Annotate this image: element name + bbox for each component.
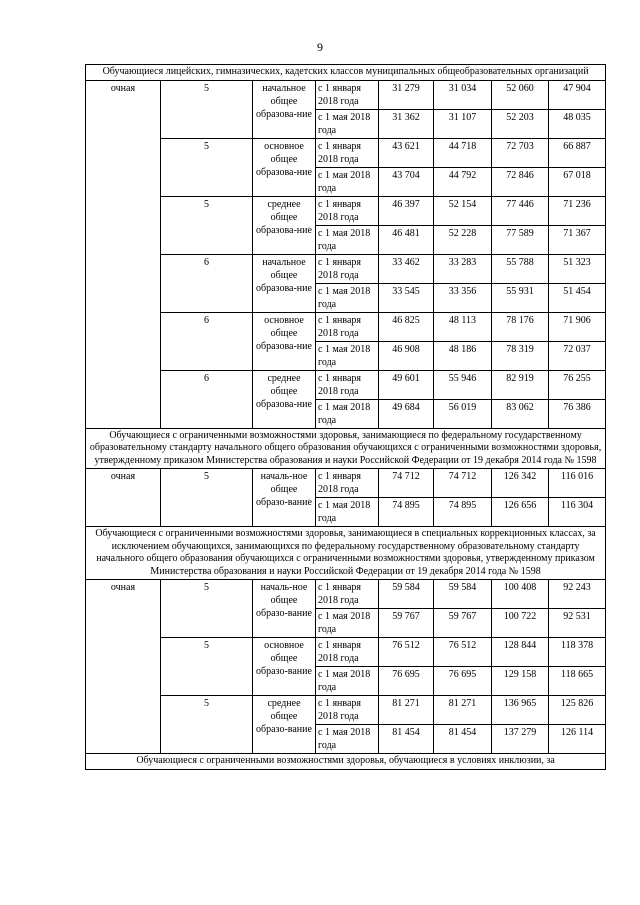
section-header-row [86, 65, 606, 81]
value-cell: 43 621 [379, 138, 434, 167]
value-cell: 46 825 [379, 312, 434, 341]
value-cell: 59 767 [434, 609, 492, 638]
value-cell: 46 481 [379, 225, 434, 254]
value-cell: 74 712 [379, 469, 434, 498]
section-header: Обучающиеся с ограниченными возможностями здоровья, занимающиеся по федеральному государственному образовательному стандарту начального общего образования обучающихся с ограниченными возможностями здоровья, утвержденному приказом Министерства образования и науки Российской Федерации от 19 декабря 2014 года № 1598 [86, 428, 606, 469]
form-cell: очная [86, 80, 161, 428]
period-cell: с 1 января 2018 года [316, 196, 379, 225]
level-cell: среднее общее образова-ние [253, 370, 316, 428]
period-cell: с 1 мая 2018 года [316, 667, 379, 696]
term-cell: 5 [161, 138, 253, 196]
value-cell: 33 462 [379, 254, 434, 283]
term-cell: 5 [161, 580, 253, 638]
value-cell: 46 397 [379, 196, 434, 225]
level-cell: началь-ное общее образо-вание [253, 469, 316, 527]
term-cell: 5 [161, 196, 253, 254]
table-row [86, 196, 606, 225]
value-cell: 137 279 [492, 725, 549, 754]
value-cell: 71 906 [549, 312, 606, 341]
value-cell: 52 228 [434, 225, 492, 254]
level-cell: начальное общее образова-ние [253, 254, 316, 312]
value-cell: 126 342 [492, 469, 549, 498]
value-cell: 81 454 [434, 725, 492, 754]
value-cell: 55 788 [492, 254, 549, 283]
value-cell: 67 018 [549, 167, 606, 196]
table-row [86, 254, 606, 283]
value-cell: 44 792 [434, 167, 492, 196]
value-cell: 59 584 [379, 580, 434, 609]
value-cell: 72 703 [492, 138, 549, 167]
value-cell: 76 386 [549, 399, 606, 428]
period-cell: с 1 января 2018 года [316, 312, 379, 341]
period-cell: с 1 мая 2018 года [316, 341, 379, 370]
value-cell: 76 512 [379, 638, 434, 667]
term-cell: 6 [161, 370, 253, 428]
table-row [86, 638, 606, 667]
period-cell: с 1 мая 2018 года [316, 283, 379, 312]
table-row [86, 370, 606, 399]
period-cell: с 1 января 2018 года [316, 638, 379, 667]
level-cell: среднее общее образо-вание [253, 696, 316, 754]
value-cell: 72 037 [549, 341, 606, 370]
level-cell: основное общее образова-ние [253, 138, 316, 196]
value-cell: 44 718 [434, 138, 492, 167]
term-cell: 5 [161, 638, 253, 696]
page-number: 9 [317, 40, 323, 54]
level-cell: среднее общее образова-ние [253, 196, 316, 254]
value-cell: 55 946 [434, 370, 492, 399]
value-cell: 52 154 [434, 196, 492, 225]
term-cell: 6 [161, 254, 253, 312]
value-cell: 78 319 [492, 341, 549, 370]
value-cell: 100 408 [492, 580, 549, 609]
value-cell: 49 684 [379, 399, 434, 428]
section-header: Обучающиеся с ограниченными возможностями здоровья, обучающиеся в условиях инклюзии, за [86, 754, 606, 770]
period-cell: с 1 мая 2018 года [316, 399, 379, 428]
value-cell: 52 203 [492, 109, 549, 138]
value-cell: 74 712 [434, 469, 492, 498]
value-cell: 81 271 [434, 696, 492, 725]
value-cell: 76 255 [549, 370, 606, 399]
section-header-row [86, 428, 606, 469]
section-header-row [86, 754, 606, 770]
form-cell: очная [86, 469, 161, 527]
period-cell: с 1 января 2018 года [316, 254, 379, 283]
period-cell: с 1 мая 2018 года [316, 167, 379, 196]
period-cell: с 1 января 2018 года [316, 370, 379, 399]
value-cell: 33 545 [379, 283, 434, 312]
value-cell: 128 844 [492, 638, 549, 667]
value-cell: 83 062 [492, 399, 549, 428]
value-cell: 31 279 [379, 80, 434, 109]
value-cell: 33 356 [434, 283, 492, 312]
form-cell: очная [86, 580, 161, 754]
value-cell: 126 114 [549, 725, 606, 754]
value-cell: 77 589 [492, 225, 549, 254]
value-cell: 48 035 [549, 109, 606, 138]
value-cell: 33 283 [434, 254, 492, 283]
value-cell: 66 887 [549, 138, 606, 167]
period-cell: с 1 января 2018 года [316, 696, 379, 725]
value-cell: 56 019 [434, 399, 492, 428]
level-cell: начальное общее образова-ние [253, 80, 316, 138]
period-cell: с 1 января 2018 года [316, 580, 379, 609]
value-cell: 59 584 [434, 580, 492, 609]
period-cell: с 1 мая 2018 года [316, 609, 379, 638]
period-cell: с 1 мая 2018 года [316, 725, 379, 754]
section-header-row [86, 527, 606, 580]
value-cell: 129 158 [492, 667, 549, 696]
table-row [86, 80, 606, 109]
section-header: Обучающиеся лицейских, гимназических, кадетских классов муниципальных общеобразовательных организаций [86, 65, 606, 81]
period-cell: с 1 мая 2018 года [316, 109, 379, 138]
period-cell: с 1 января 2018 года [316, 138, 379, 167]
value-cell: 116 304 [549, 498, 606, 527]
value-cell: 48 186 [434, 341, 492, 370]
value-cell: 118 378 [549, 638, 606, 667]
value-cell: 81 271 [379, 696, 434, 725]
term-cell: 5 [161, 696, 253, 754]
table-row [86, 469, 606, 498]
value-cell: 51 454 [549, 283, 606, 312]
value-cell: 48 113 [434, 312, 492, 341]
value-cell: 71 367 [549, 225, 606, 254]
value-cell: 92 243 [549, 580, 606, 609]
value-cell: 92 531 [549, 609, 606, 638]
level-cell: началь-ное общее образо-вание [253, 580, 316, 638]
value-cell: 136 965 [492, 696, 549, 725]
value-cell: 78 176 [492, 312, 549, 341]
value-cell: 76 695 [434, 667, 492, 696]
value-cell: 126 656 [492, 498, 549, 527]
value-cell: 116 016 [549, 469, 606, 498]
value-cell: 77 446 [492, 196, 549, 225]
value-cell: 59 767 [379, 609, 434, 638]
tariff-table [85, 64, 606, 770]
value-cell: 31 362 [379, 109, 434, 138]
table-row [86, 696, 606, 725]
value-cell: 82 919 [492, 370, 549, 399]
table-row [86, 580, 606, 609]
value-cell: 51 323 [549, 254, 606, 283]
value-cell: 55 931 [492, 283, 549, 312]
value-cell: 47 904 [549, 80, 606, 109]
term-cell: 5 [161, 469, 253, 527]
section-header: Обучающиеся с ограниченными возможностями здоровья, занимающиеся в специальных коррекционных классах, за исключением обучающихся, занимающихся по федеральному государственному образовательному стандарту начального общего образования обучающихся с ограниченными возможностями здоровья, утвержденному приказом Министерства образования и науки Российской Федерации от 19 декабря 2014 года № 1598 [86, 527, 606, 580]
term-cell: 5 [161, 80, 253, 138]
value-cell: 52 060 [492, 80, 549, 109]
value-cell: 43 704 [379, 167, 434, 196]
value-cell: 118 665 [549, 667, 606, 696]
period-cell: с 1 января 2018 года [316, 469, 379, 498]
table-row [86, 138, 606, 167]
term-cell: 6 [161, 312, 253, 370]
value-cell: 49 601 [379, 370, 434, 399]
value-cell: 46 908 [379, 341, 434, 370]
value-cell: 76 695 [379, 667, 434, 696]
value-cell: 74 895 [434, 498, 492, 527]
period-cell: с 1 января 2018 года [316, 80, 379, 109]
period-cell: с 1 мая 2018 года [316, 498, 379, 527]
level-cell: основное общее образо-вание [253, 638, 316, 696]
value-cell: 81 454 [379, 725, 434, 754]
value-cell: 100 722 [492, 609, 549, 638]
period-cell: с 1 мая 2018 года [316, 225, 379, 254]
level-cell: основное общее образова-ние [253, 312, 316, 370]
table-row [86, 312, 606, 341]
value-cell: 31 034 [434, 80, 492, 109]
value-cell: 74 895 [379, 498, 434, 527]
value-cell: 76 512 [434, 638, 492, 667]
value-cell: 71 236 [549, 196, 606, 225]
value-cell: 125 826 [549, 696, 606, 725]
value-cell: 72 846 [492, 167, 549, 196]
value-cell: 31 107 [434, 109, 492, 138]
